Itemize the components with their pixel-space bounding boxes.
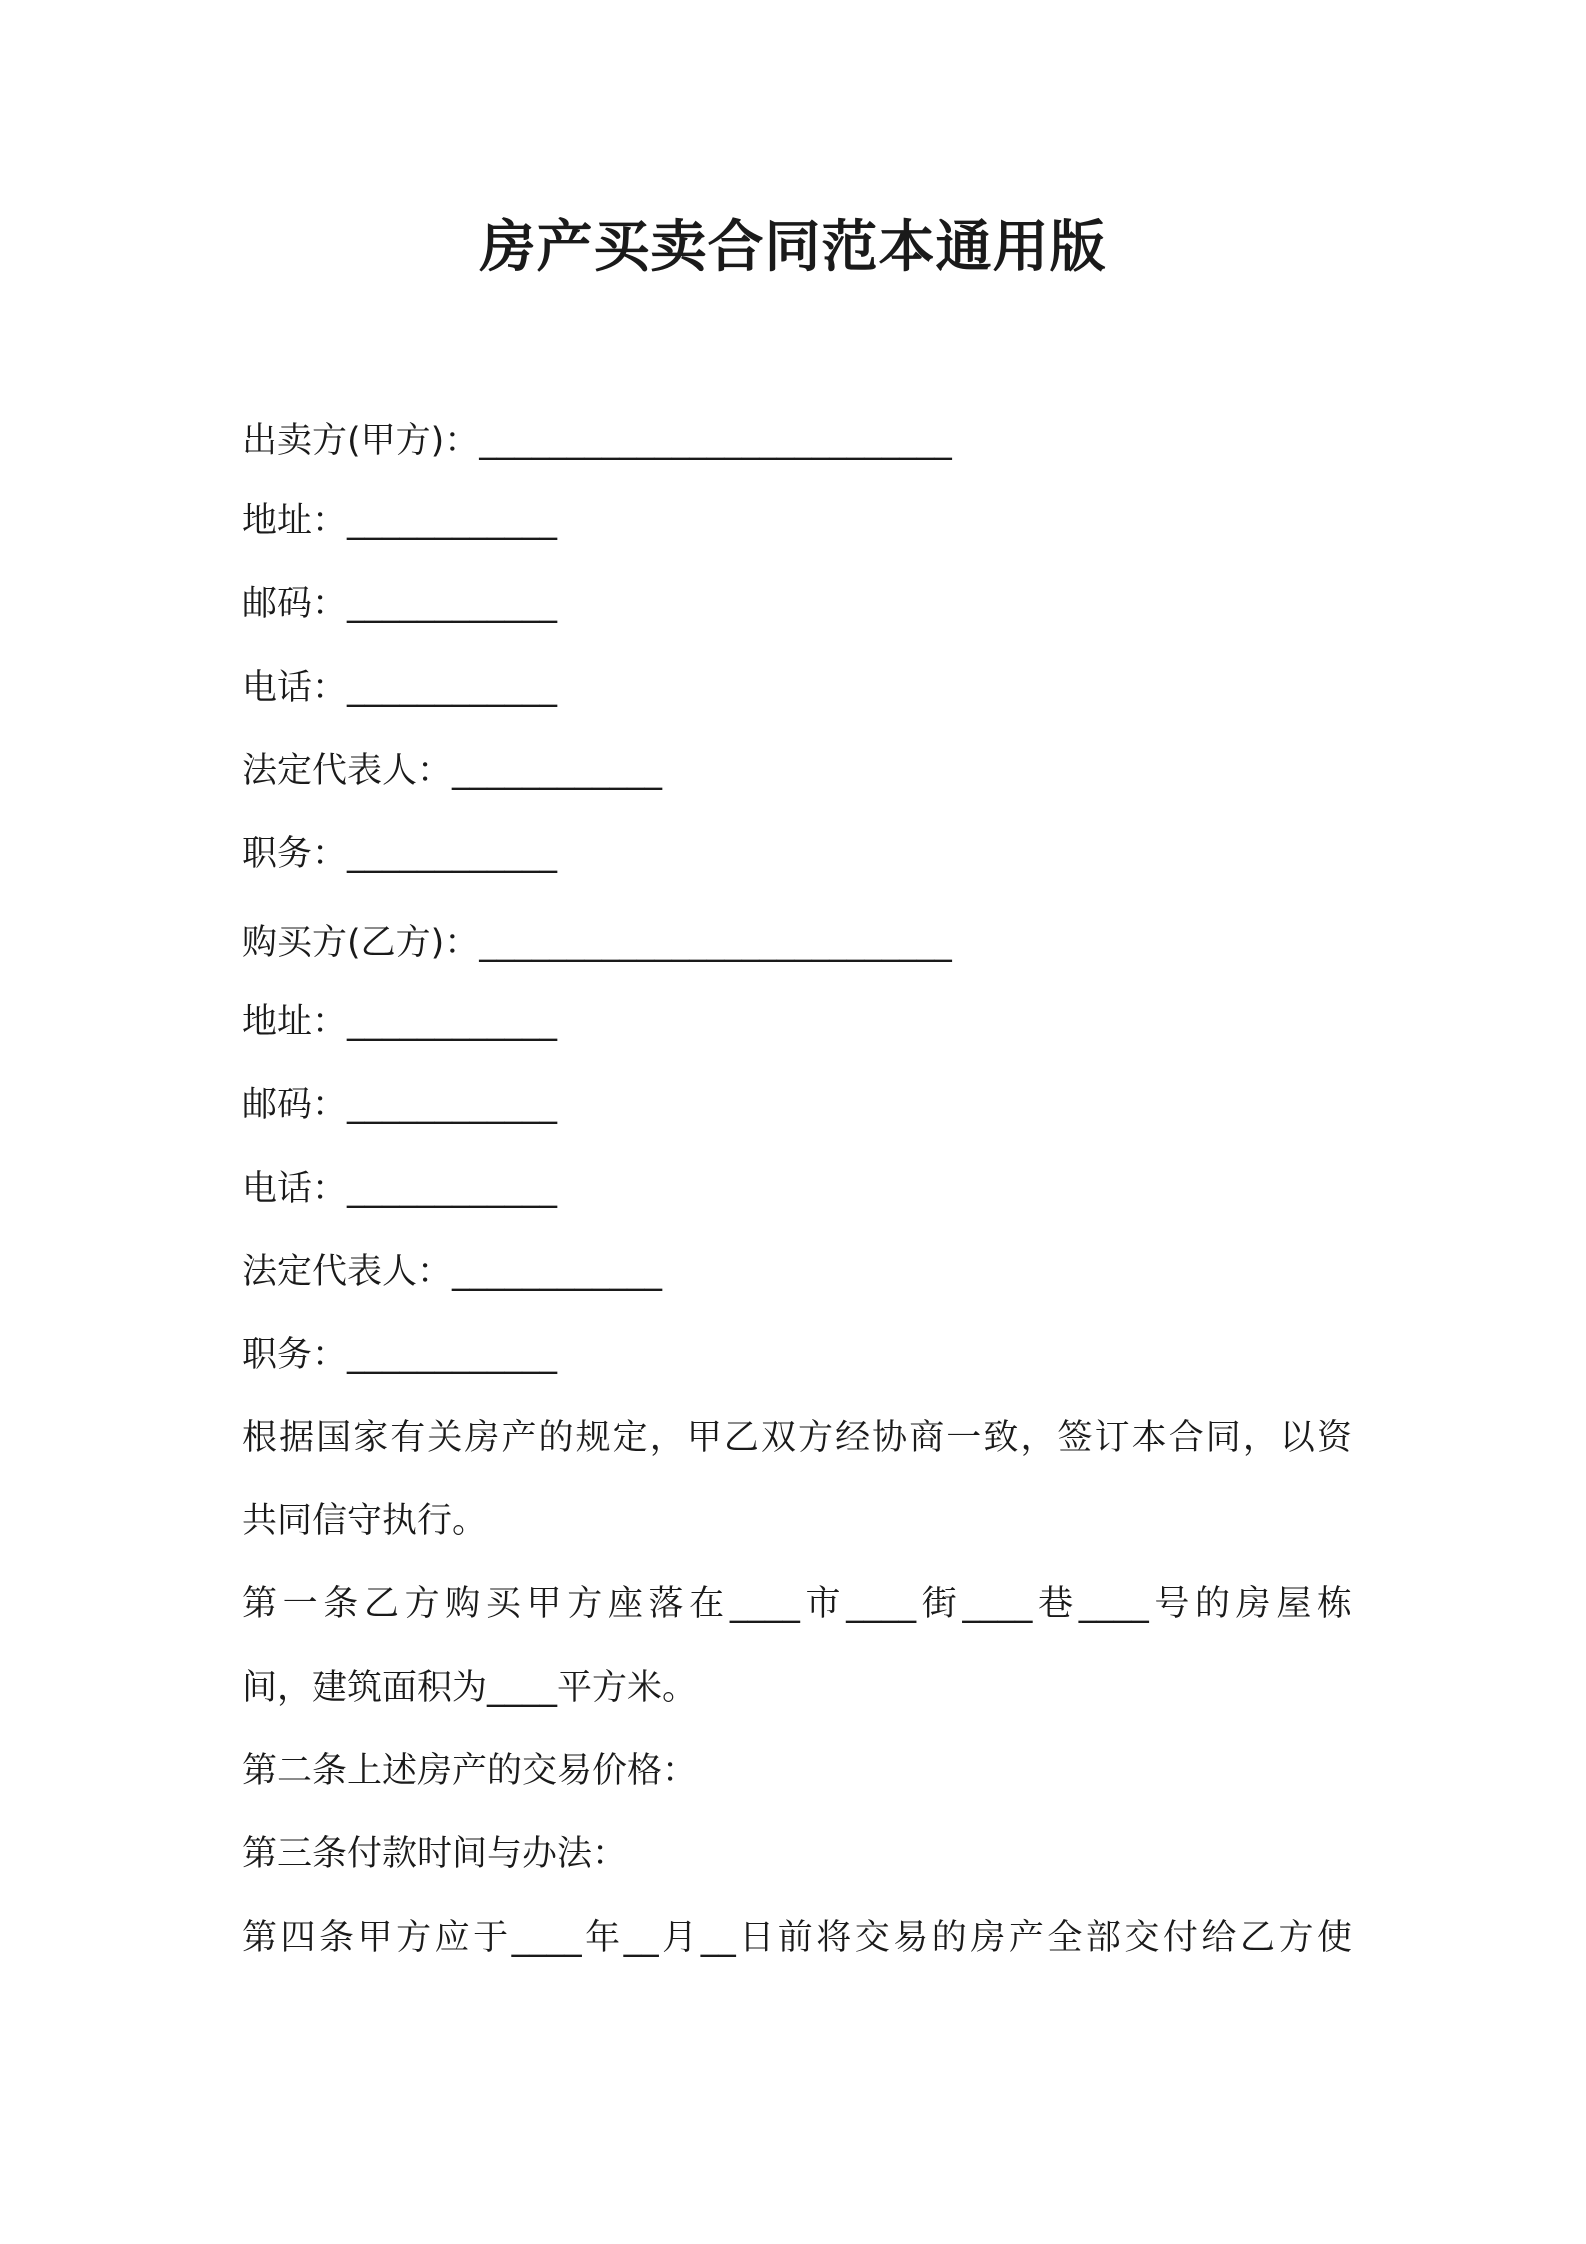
buyer-postcode-field: 邮码：____________ [242,1085,558,1125]
article-4-line-1: 第四条甲方应于____年__月__日前将交易的房产全部交付给乙方使 [242,1918,1352,1958]
buyer-party-field: 购买方(乙方)：___________________________ [242,923,952,963]
buyer-phone-field: 电话：____________ [242,1169,558,1209]
seller-party-field: 出卖方(甲方)：___________________________ [242,421,952,461]
preamble-line-1: 根据国家有关房产的规定，甲乙双方经协商一致，签订本合同，以资 [242,1418,1352,1458]
buyer-legal-rep-field: 法定代表人：____________ [242,1252,663,1292]
article-2: 第二条上述房产的交易价格： [242,1751,698,1791]
preamble-line-2: 共同信守执行。 [242,1501,488,1541]
buyer-address-field: 地址：____________ [242,1002,558,1042]
seller-legal-rep-field: 法定代表人：____________ [242,751,663,791]
seller-address-field: 地址：____________ [242,501,558,541]
buyer-position-field: 职务：____________ [242,1335,558,1375]
seller-phone-field: 电话：____________ [242,668,558,708]
article-3: 第三条付款时间与办法： [242,1834,628,1874]
seller-postcode-field: 邮码：____________ [242,584,558,624]
article-1-line-1: 第一条乙方购买甲方座落在____市____街____巷____号的房屋栋 [242,1584,1352,1624]
article-1-line-2: 间，建筑面积为____平方米。 [242,1668,698,1708]
document-title: 房产买卖合同范本通用版 [479,215,1107,280]
seller-position-field: 职务：____________ [242,834,558,874]
